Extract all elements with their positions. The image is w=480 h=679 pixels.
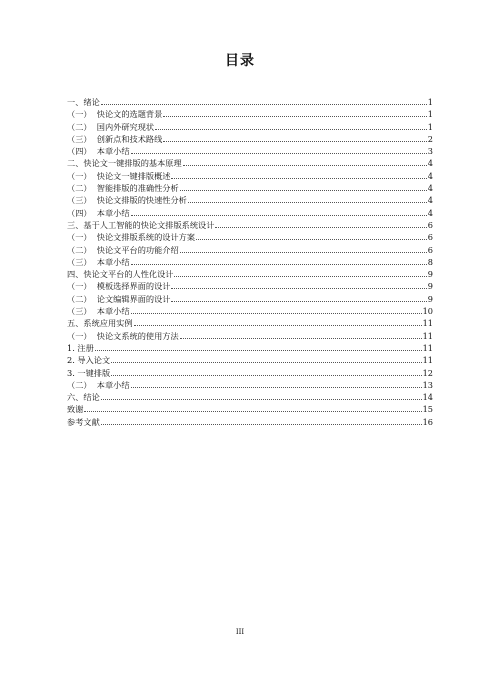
toc-leader-dots xyxy=(131,215,427,216)
toc-entry-page-number: 9 xyxy=(427,281,433,292)
toc-leader-dots xyxy=(196,239,427,240)
table-of-contents xyxy=(67,96,433,428)
toc-leader-dots xyxy=(131,153,427,154)
toc-leader-dots xyxy=(180,252,427,253)
toc-entry-label: 致谢 xyxy=(67,404,84,415)
toc-entry-label: （一） 快论文的选题背景 xyxy=(67,109,163,120)
toc-entry[interactable] xyxy=(67,379,433,391)
toc-entry[interactable] xyxy=(67,133,433,145)
page-number-footer: III xyxy=(235,628,245,636)
toc-entry-label: （一） 快论文系统的使用方法 xyxy=(67,330,179,341)
toc-entry-page-number: 11 xyxy=(422,342,433,353)
toc-entry[interactable] xyxy=(67,305,433,317)
toc-entry[interactable] xyxy=(67,170,433,182)
toc-leader-dots xyxy=(101,424,422,425)
toc-leader-dots xyxy=(180,190,427,191)
toc-entry[interactable] xyxy=(67,207,433,219)
toc-entry-page-number: 14 xyxy=(422,392,433,403)
toc-entry-label: （二） 智能排版的准确性分析 xyxy=(67,183,179,194)
toc-entry-page-number: 3 xyxy=(427,146,433,157)
page-title: 目录 xyxy=(225,53,255,69)
toc-entry-label: （二） 国内外研究现状 xyxy=(67,121,155,132)
toc-leader-dots xyxy=(163,116,427,117)
toc-entry-page-number: 15 xyxy=(422,404,433,415)
toc-leader-dots xyxy=(188,202,427,203)
toc-entry[interactable] xyxy=(67,256,433,268)
toc-leader-dots xyxy=(163,141,427,142)
toc-entry-label: （四） 本章小结 xyxy=(67,207,130,218)
toc-entry-label: （三） 本章小结 xyxy=(67,256,130,267)
toc-entry[interactable] xyxy=(67,157,433,169)
toc-leader-dots xyxy=(131,387,422,388)
toc-leader-dots xyxy=(131,313,422,314)
toc-leader-dots xyxy=(134,325,422,326)
toc-entry-label: 五、系统应用实例 xyxy=(67,318,133,329)
toc-leader-dots xyxy=(95,350,422,351)
toc-entry[interactable] xyxy=(67,231,433,243)
toc-entry-label: （一） 模板选择界面的设计 xyxy=(67,281,171,292)
toc-entry-page-number: 6 xyxy=(427,232,433,243)
toc-entry-page-number: 8 xyxy=(427,256,433,267)
toc-entry-label: 二、快论文一键排版的基本原理 xyxy=(67,158,182,169)
toc-leader-dots xyxy=(183,165,427,166)
toc-leader-dots xyxy=(155,129,427,130)
toc-entry-page-number: 6 xyxy=(427,219,433,230)
toc-entry[interactable] xyxy=(67,280,433,292)
toc-entry-label: （三） 本章小结 xyxy=(67,306,130,317)
toc-leader-dots xyxy=(215,227,426,228)
toc-entry-page-number: 13 xyxy=(422,379,433,390)
toc-leader-dots xyxy=(111,375,421,376)
toc-entry-label: 3. 一键排版 xyxy=(67,367,111,378)
toc-entry-page-number: 1 xyxy=(427,97,433,107)
toc-entry[interactable] xyxy=(67,330,433,342)
toc-leader-dots xyxy=(171,301,426,302)
toc-entry[interactable] xyxy=(67,342,433,354)
toc-entry-page-number: 1 xyxy=(427,121,433,132)
toc-entry-page-number: 4 xyxy=(427,170,433,181)
toc-leader-dots xyxy=(111,362,421,363)
toc-entry[interactable] xyxy=(67,293,433,305)
toc-entry-label: 四、快论文平台的人性化设计 xyxy=(67,269,174,280)
toc-entry-page-number: 12 xyxy=(422,367,433,378)
toc-leader-dots xyxy=(174,276,426,277)
toc-entry-label: 三、基于人工智能的快论文排版系统设计 xyxy=(67,219,215,230)
toc-entry[interactable] xyxy=(67,367,433,379)
toc-entry[interactable] xyxy=(67,108,433,120)
toc-entry-label: （一） 快论文排版系统的设计方案 xyxy=(67,232,196,243)
toc-entry[interactable] xyxy=(67,416,433,428)
toc-entry-label: 2. 导入论文 xyxy=(67,355,111,366)
toc-entry-page-number: 9 xyxy=(427,293,433,304)
toc-entry-page-number: 4 xyxy=(427,158,433,169)
toc-entry-label: （二） 论文编辑界面的设计 xyxy=(67,293,171,304)
toc-entry-label: 六、结论 xyxy=(67,392,100,403)
toc-entry-page-number: 16 xyxy=(422,416,433,427)
toc-entry[interactable] xyxy=(67,96,433,108)
toc-leader-dots xyxy=(180,338,422,339)
toc-entry[interactable] xyxy=(67,194,433,206)
toc-entry-label: （四） 本章小结 xyxy=(67,146,130,157)
toc-entry-label: （二） 本章小结 xyxy=(67,379,130,390)
toc-leader-dots xyxy=(101,399,422,400)
toc-leader-dots xyxy=(101,104,427,105)
toc-entry[interactable] xyxy=(67,182,433,194)
toc-entry-page-number: 11 xyxy=(422,318,433,329)
toc-entry[interactable] xyxy=(67,145,433,157)
toc-entry[interactable] xyxy=(67,268,433,280)
toc-entry[interactable] xyxy=(67,391,433,403)
toc-entry-label: （三） 快论文排版的快速性分析 xyxy=(67,195,187,206)
toc-entry[interactable] xyxy=(67,219,433,231)
toc-entry[interactable] xyxy=(67,317,433,329)
toc-entry-label: （一） 快论文一键排版概述 xyxy=(67,170,171,181)
toc-entry[interactable] xyxy=(67,354,433,366)
toc-entry-page-number: 10 xyxy=(422,306,433,317)
toc-leader-dots xyxy=(171,288,426,289)
toc-entry-page-number: 4 xyxy=(427,195,433,206)
toc-entry-page-number: 11 xyxy=(422,355,433,366)
toc-entry-label: 一、绪论 xyxy=(67,97,100,107)
toc-entry[interactable] xyxy=(67,121,433,133)
toc-entry[interactable] xyxy=(67,244,433,256)
toc-entry-page-number: 6 xyxy=(427,244,433,255)
toc-entry-page-number: 1 xyxy=(427,109,433,120)
toc-leader-dots xyxy=(171,178,426,179)
toc-entry-label: （三） 创新点和技术路线 xyxy=(67,133,163,144)
toc-entry-page-number: 9 xyxy=(427,269,433,280)
toc-entry-page-number: 2 xyxy=(427,133,433,144)
toc-entry-page-number: 4 xyxy=(427,183,433,194)
toc-entry[interactable] xyxy=(67,403,433,415)
toc-entry-page-number: 4 xyxy=(427,207,433,218)
toc-leader-dots xyxy=(84,411,421,412)
toc-leader-dots xyxy=(131,264,427,265)
toc-entry-label: 参考文献 xyxy=(67,416,100,427)
toc-entry-page-number: 11 xyxy=(422,330,433,341)
toc-entry-label: 1. 注册 xyxy=(67,342,94,353)
toc-entry-label: （二） 快论文平台的功能介绍 xyxy=(67,244,179,255)
